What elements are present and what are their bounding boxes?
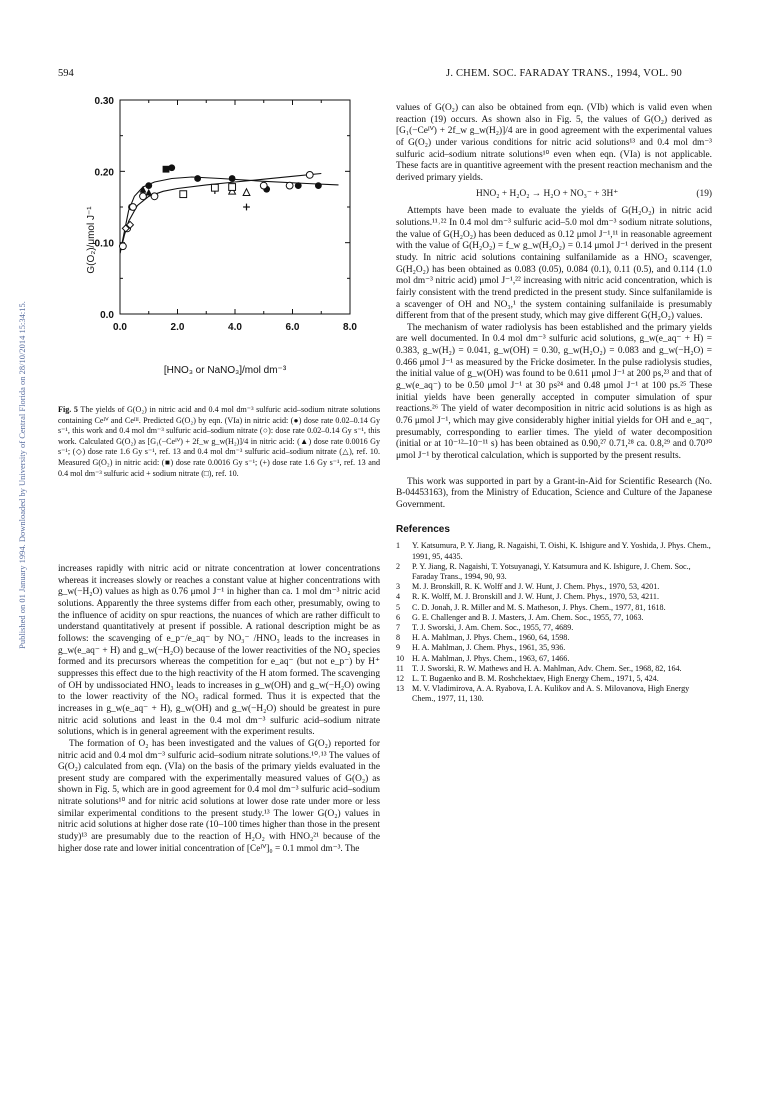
reference-item xyxy=(396,562,712,582)
x-tick-label: 4.0 xyxy=(228,322,242,333)
caption-lead: Fig. 5 xyxy=(58,405,78,414)
reference-item xyxy=(396,623,712,633)
y-tick-label: 0.10 xyxy=(94,238,114,250)
reference-number: 12 xyxy=(396,673,405,683)
plot-frame xyxy=(120,100,350,314)
reference-number: 8 xyxy=(396,633,401,643)
open-square-point xyxy=(211,184,218,191)
reference-number: 3 xyxy=(396,582,401,592)
reference-item xyxy=(396,603,712,613)
y-axis-label: G(O₂)/μmol J⁻¹ xyxy=(86,206,97,274)
filled-circle-point xyxy=(194,175,201,182)
x-axis-label: [HNO₃ or NaNO₃]/mol dm⁻³ xyxy=(163,365,287,376)
chart-axes xyxy=(95,96,358,333)
open-circle-point xyxy=(119,243,126,250)
y-tick-label: 0.20 xyxy=(94,167,114,179)
open-triangle-point xyxy=(243,189,250,196)
y-tick-label: 0.0 xyxy=(100,310,114,321)
reference-number: 10 xyxy=(396,653,405,663)
reference-item xyxy=(396,643,712,653)
caption-text: The yields of G(O₂) in nitric acid and 0.4 mol dm⁻³ sulfuric acid–sodium nitrate solutions containing Ceᴵⱽ and Ceᴵᴵᴵ. Predicted G(O₂) by eqn. (VIa) in nitric acid: (●) dose rate 0.02–0.14 Gy s⁻¹, this work and 0.4 mol dm⁻³ sulfuric acid–sodium nitrate (○): dose rate 0.02–0.14 Gy s⁻¹, this work. Calculated G(O₂) as [G₁(−Ceᴵⱽ) + 2f_w g_w(H₂)]/4 in nitric acid: (▲) dose rate 0.0016 Gy s⁻¹; (◇) dose rate 1.6 Gy s⁻¹, ref. 13 and 0.4 mol dm⁻³ sulfuric acid–sodium nitrate (△), ref. 10. Measured G(O₂) in nitric acid: (■) dose rate 0.0016 Gy s⁻¹; (+) dose rate 1.6 Gy s⁻¹, ref. 13 and 0.4 mol dm⁻³ sulfuric acid + sodium nitrate (□), ref. 10. xyxy=(58,405,380,478)
x-tick-label: 0.0 xyxy=(113,322,127,333)
open-circle-point xyxy=(140,193,147,200)
reference-text: M. J. Bronskill, R. K. Wolff and J. W. Hunt, J. Chem. Phys., 1970, 53, 4201. xyxy=(412,582,660,592)
reference-item xyxy=(396,541,712,561)
open-circle-point xyxy=(130,204,137,211)
reference-text: R. K. Wolff, M. J. Bronskill and J. W. Hunt, J. Chem. Phys., 1970, 53, 4211. xyxy=(412,592,659,602)
open-circle-point xyxy=(260,182,267,189)
figure-5 xyxy=(60,92,380,382)
download-watermark: Published on 01 January 1994. Downloaded by University of Central Florida on 28/10/2014 15:34:15. xyxy=(17,301,27,649)
equation-19 xyxy=(396,185,712,207)
yield-chart xyxy=(60,92,380,382)
reference-text: H. A. Mahlman, J. Phys. Chem., 1963, 67, 1466. xyxy=(412,653,570,663)
open-circle-point xyxy=(151,193,158,200)
reference-text: T. J. Sworski, R. W. Mathews and H. A. Mahlman, Adv. Chem. Ser., 1968, 82, 164. xyxy=(412,663,682,673)
journal-header: J. CHEM. SOC. FARADAY TRANS., 1994, VOL. 90 xyxy=(446,68,682,79)
reference-text: M. V. Vladimirova, A. A. Ryabova, I. A. Kulikov and A. S. Milovanova, High Energy Chem., 1977, 11, 130. xyxy=(412,684,690,704)
references-heading: References xyxy=(396,523,450,535)
x-tick-label: 2.0 xyxy=(170,322,185,333)
reference-item xyxy=(396,613,712,623)
reference-item xyxy=(396,592,712,602)
reference-text: H. A. Mahlman, J. Phys. Chem., 1960, 64, 1598. xyxy=(412,633,570,643)
filled-circle-point xyxy=(315,182,322,189)
open-square-point xyxy=(180,191,187,198)
reference-list xyxy=(396,541,712,704)
reference-number: 11 xyxy=(396,663,404,673)
filled-circle-point xyxy=(295,182,302,189)
reference-item xyxy=(396,684,712,704)
right-paragraph-1: values of G(O₂) can also be obtained from eqn. (VIb) which is valid even when reaction (19) occurs. As shown also in Fig. 5, the values of G(O₂) derived as [G₁(−Ceᴵⱽ) + 2f_w g_w(H₂)]/4 are in good agreement with the experimental values of G(O₂) under various conditions for nitric acid solutions¹³ and 0.4 mol dm⁻³ sulfuric acid–sodium nitrate solutions¹⁰ even when eqn. (VIa) is not applicable. These facts are in quantitive agreement with the present reaction mechanism and the derived primary yields. xyxy=(396,103,712,183)
reference-text: P. Y. Jiang, R. Nagaishi, T. Yotsuyanagi, Y. Katsumura and K. Ishigure, J. Chem. Soc., Faraday Trans., 1994, 90, 93. xyxy=(412,561,691,581)
reference-number: 5 xyxy=(396,602,401,612)
page-number: 594 xyxy=(58,68,74,79)
equation-body: HNO₂ + H₂O₂ → H₂O + NO₃⁻ + 3H⁺ xyxy=(476,188,619,199)
chart-points xyxy=(119,164,321,249)
reference-text: C. D. Jonah, J. R. Miller and M. S. Matheson, J. Phys. Chem., 1977, 81, 1618. xyxy=(412,602,666,612)
filled-circle-point xyxy=(145,182,152,189)
reference-number: 4 xyxy=(396,592,401,602)
filled-triangle-point xyxy=(145,189,152,196)
filled-square-point xyxy=(163,166,170,173)
figure-caption xyxy=(58,405,380,479)
reference-text: Y. Katsumura, P. Y. Jiang, R. Nagaishi, T. Oishi, K. Ishigure and Y. Yoshida, J. Phys. Chem., 1991, 95, 4435. xyxy=(412,541,711,561)
open-square-point xyxy=(229,184,236,191)
reference-number: 13 xyxy=(396,684,405,694)
left-paragraph-2: The formation of O₂ has been investigated and the values of G(O₂) reported for nitric acid and 0.4 mol dm⁻³ sulfuric acid–sodium nitrate solutions.¹⁰˒¹³ The values of G(O₂) calculated from eqn. (VIa) on the basis of the primary yields evaluated in the present study are compared with the experimentally measured values of G(O₂) as shown in Fig. 5, which are in good agreement for 0.4 mol dm⁻³ sulfuric acid–sodium nitrate solutions¹⁰ and for nitric acid solutions at lower dose rate under more or less similar experimental conditions to the present study.¹³ The lower G(O₂) values in nitric acid solutions at higher dose rate (10–100 times higher than those in the present study)¹³ are presumably due to the reaction of H₂O₂ with HNO₂²¹ because of the higher dose rate and lower initial concentration of [Ceᴵⱽ]₀ = 0.1 mmol dm⁻³. The xyxy=(58,738,380,854)
left-paragraph-1: increases rapidly with nitric acid or nitrate concentration at lower concentrations whereas it increases slowly or reaches a constant value at higher concentrations with g_w(−H₂O) values as high as 0.76 μmol J⁻¹ in higher than ca. 1 mol dm⁻³ nitric acid solutions. Apparently the three systems differ from each other, presumably, owing to the influence of acidity on spur reactions, the nuances of which are rather difficult to understand quantitatively at present if possible. A rational description might be as follows: the scavenging of e_p⁻/e_aq⁻ by NO₃⁻ /HNO₃ leads to the increases in g_w(e_aq⁻ + H) and g_w(−H₂O) because of the lower reactivities of the NO₂ species formed and its precursors whereas the competition for e_aq⁻ (but not e_p⁻) by H⁺ suppresses this effect due to the high reactivity of the H atom formed. The scavenging of OH by undissociated HNO₃ leads to increases in g_w(OH) and g_w(−H₂O) owing to the lower reactivity of the NO₃ radical formed. Thus it is expected that the increases in g_w(e_aq⁻ + H), g_w(OH) and g_w(−H₂O) should be greatest in pure nitric acid solutions and least in the 0.4 mol dm⁻³ sulfuric acid–sodium nitrate solutions, which is in general agreement with the experiment results. xyxy=(58,564,380,738)
filled-circle-point xyxy=(229,175,236,182)
right-column xyxy=(396,103,712,705)
reference-number: 1 xyxy=(396,541,401,551)
x-tick-label: 8.0 xyxy=(343,322,357,333)
x-tick-label: 6.0 xyxy=(285,322,300,333)
reference-number: 6 xyxy=(396,612,401,622)
reference-number: 9 xyxy=(396,643,401,653)
reference-text: H. A. Mahlman, J. Chem. Phys., 1961, 35, 936. xyxy=(412,643,566,653)
reference-item xyxy=(396,664,712,674)
reference-item xyxy=(396,674,712,684)
open-circle-point xyxy=(306,172,313,179)
equation-number: (19) xyxy=(696,188,712,199)
open-circle-point xyxy=(286,182,293,189)
reference-item xyxy=(396,654,712,664)
left-column xyxy=(58,564,380,855)
reference-text: L. T. Bugaenko and B. M. Roshchektaev, High Energy Chem., 1971, 5, 424. xyxy=(412,673,659,683)
reference-number: 2 xyxy=(396,561,401,571)
reference-number: 7 xyxy=(396,622,401,632)
right-paragraph-2: Attempts have been made to evaluate the yields of G(H₂O₂) in nitric acid solutions.¹¹˒²² In 0.4 mol dm⁻³ sulfuric acid–5.0 mol dm⁻³ sodium nitrate solutions, the value of G(H₂O₂) has been deduced as 0.12 μmol J⁻¹,¹¹ in reasonable agreement with the value of G(H₂O₂) = f_w g_w(H₂O₂) = 0.14 μmol J⁻¹ derived in the present study. In nitric acid solutions containing sulfanilamide as a HNO₂ scavenger, G(H₂O₂) has been obtained as 0.083 (0.05), 0.084 (0.1), 0.11 (0.5), and 0.114 (1.0 mol dm⁻³ nitric acid) μmol J⁻¹,²² increasing with nitric acid concentration, which is fairly consistent with the trend predicted in the present study. Since sulfanilamide is a scavenger of OH and NO₃,¹ the system containing sulfanilaide is presumably different from that of the present study, which may give different G(H₂O₂) values. xyxy=(396,206,712,322)
reference-text: T. J. Sworski, J. Am. Chem. Soc., 1955, 77, 4689. xyxy=(412,622,574,632)
right-paragraph-3: The mechanism of water radiolysis has been established and the primary yields are well documented. In 0.4 mol dm⁻³ sulfuric acid solutions, g_w(e_aq⁻ + H) = 0.383, g_w(H₂) = 0.041, g_w(OH) = 0.30, g_w(H₂O₂) = 0.083 and g_w(−H₂O) = 0.466 μmol J⁻¹ as measured by the Fricke dosimeter. In the pulse radiolysis studies, the initial value of g_w(OH) was found to be 0.611 μmol J⁻¹ at 200 ps,²³ and that of g_w(e_aq⁻) to be 0.50 μmol J⁻¹ at 30 ps²⁴ and 0.48 μmol J⁻¹ at 100 ps.²⁵ These initial yields have been generally accepted in computer simulation of spur reactions.²⁶ The yield of water decomposition in nitric acid solutions is as high as 0.76 μmol J⁻¹, which may give considerably higher initial yields for OH and e_aq⁻, presumably, corresponding to earlier times. The yield of water decomposition (initial or at 10⁻¹²–10⁻¹¹ s) has been obtained as 0.90,²⁷ 0.71,²⁸ ca. 0.8,²⁹ and 0.70³⁰ μmol J⁻¹ by therotical calculation, which is supported by the present results. xyxy=(396,322,712,462)
reference-item xyxy=(396,582,712,592)
y-tick-label: 0.30 xyxy=(94,96,114,107)
acknowledgement: This work was supported in part by a Grant-in-Aid for Scientific Research (No. B-04453163), from the Ministry of Education, Science and Culture of the Japanese Government. xyxy=(396,476,712,510)
reference-text: G. E. Challenger and B. J. Masters, J. Am. Chem. Soc., 1955, 77, 1063. xyxy=(412,612,644,622)
reference-item xyxy=(396,633,712,643)
